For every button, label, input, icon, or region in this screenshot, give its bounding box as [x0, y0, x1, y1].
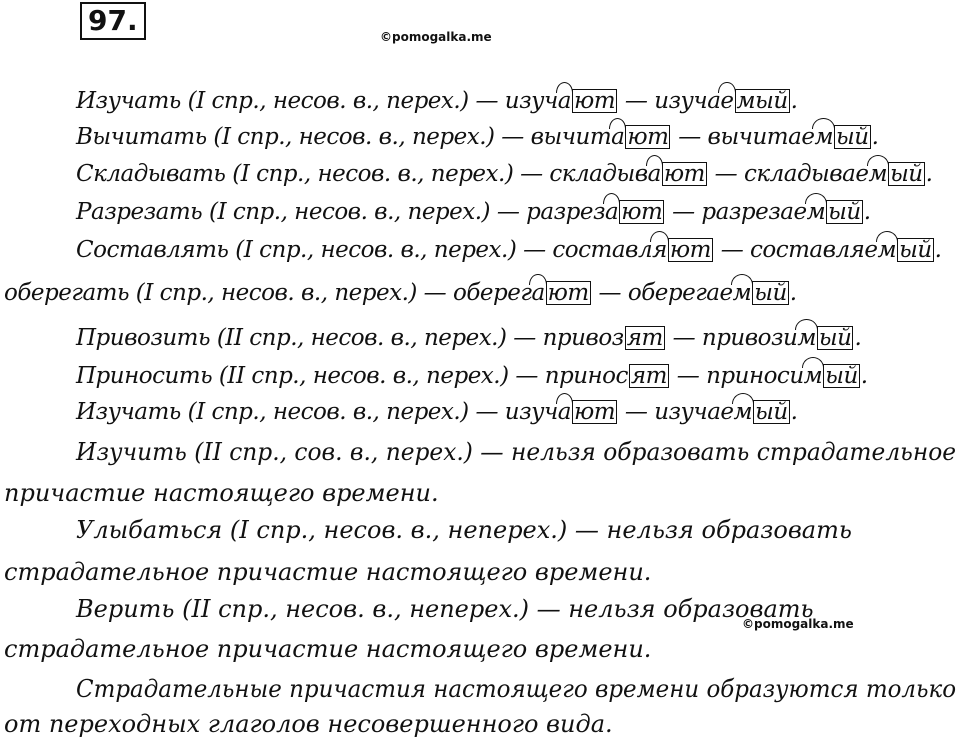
- text-line-3: Улыбаться (I спр., несов. в., неперех.) — нельзя образовать: [76, 516, 852, 544]
- suffix-box: ый: [818, 325, 852, 351]
- suffix-box: ют: [547, 280, 589, 306]
- suffix-box: ый: [890, 161, 923, 187]
- morph-line-6: оберегать (I спр., несов. в., перех.) — оберега ют — оберегаем ый .: [4, 280, 797, 306]
- morph-line-9: Изучать (I спр., несов. в., перех.) — изуча ют — изучаем ый .: [76, 399, 798, 425]
- suffix-box: ют: [663, 161, 705, 187]
- morph-line-5: Составлять (I спр., несов. в., перех.) — составля ют — составляем ый .: [76, 237, 942, 263]
- suffix-box: ый: [754, 280, 787, 306]
- suffix-box: ый: [755, 399, 788, 425]
- text-line-4: страдательное причастие настоящего времени.: [4, 558, 652, 586]
- suffix-box: ый: [828, 199, 861, 225]
- suffix-box: ют: [669, 237, 711, 263]
- text-line-7: Страдательные причастия настоящего времени образуются только: [76, 675, 957, 703]
- text-line-2: причастие настоящего времени.: [4, 479, 439, 507]
- suffix-box: ый: [899, 237, 932, 263]
- exercise-number: 97.: [80, 2, 146, 40]
- suffix-box: ют: [574, 88, 616, 114]
- text-line-6: страдательное причастие настоящего времени.: [4, 635, 652, 663]
- suffix-box: ый: [836, 124, 869, 150]
- suffix-box: ют: [621, 199, 663, 225]
- morph-line-1: Изучать (I спр., несов. в., перех.) — изуча ют — изучае мый .: [76, 88, 798, 114]
- morph-line-3: Складывать (I спр., несов. в., перех.) — складыва ют — складываем ый .: [76, 161, 933, 187]
- text-line-5: Верить (II спр., несов. в., неперех.) — нельзя образовать: [76, 595, 814, 623]
- watermark-top: ©pomogalka.me: [380, 30, 492, 44]
- suffix-box: ят: [630, 363, 667, 389]
- suffix-box: ют: [574, 399, 616, 425]
- suffix-box: ый: [825, 363, 858, 389]
- morph-line-2: Вычитать (I спр., несов. в., перех.) — вычита ют — вычитаем ый .: [76, 124, 879, 150]
- morph-line-7: Привозить (II спр., несов. в., перех.) — привоз ят — привозим ый .: [76, 325, 862, 351]
- text-line-8: от переходных глаголов несовершенного вида.: [4, 710, 613, 738]
- watermark-bottom: ©pomogalka.me: [742, 617, 854, 631]
- morph-line-4: Разрезать (I спр., несов. в., перех.) — разреза ют — разрезаем ый .: [76, 199, 871, 225]
- suffix-box: ют: [627, 124, 669, 150]
- text-line-1: Изучить (II спр., сов. в., перех.) — нельзя образовать страдательное: [76, 438, 957, 466]
- suffix-box: мый: [736, 88, 788, 114]
- suffix-box: ят: [626, 325, 663, 351]
- morph-line-8: Приносить (II спр., несов. в., перех.) — принос ят — приносим ый .: [76, 363, 868, 389]
